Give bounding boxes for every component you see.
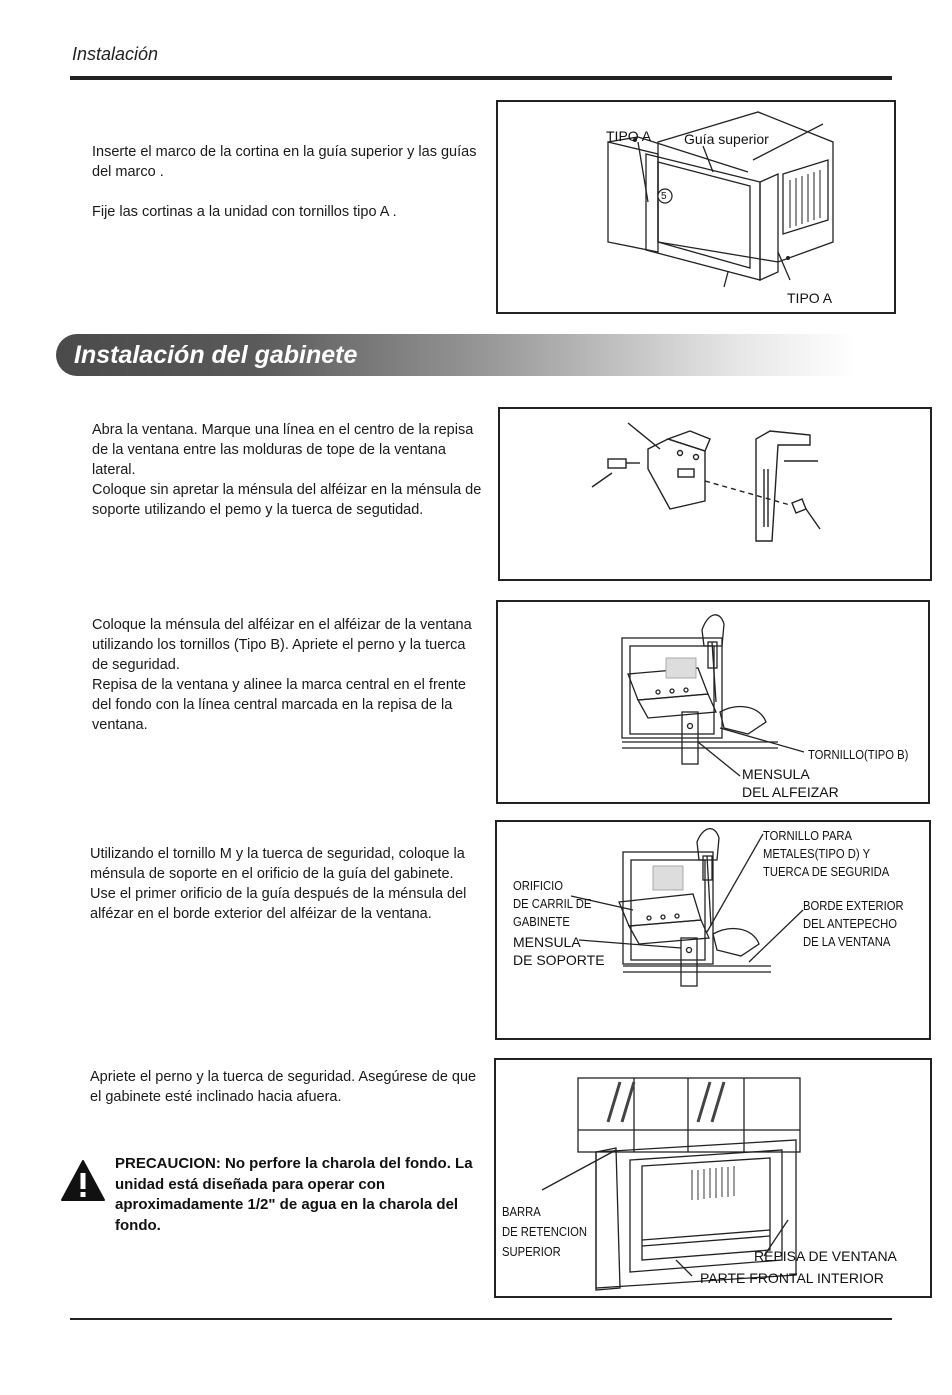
step1-paragraph-1: Inserte el marco de la cortina en la guía superior y las guías del marco .	[92, 144, 477, 180]
label-orificio-3: GABINETE	[513, 915, 570, 929]
step2-paragraph-2: Coloque sin apretar la ménsula del alféizar en la ménsula de soporte utilizando el pemo y la tuerca de segutidad.	[92, 482, 482, 518]
label-borde-1: BORDE EXTERIOR	[803, 899, 904, 913]
label-mensula-soporte-2: DE SOPORTE	[513, 952, 605, 968]
label-mensula-2: DEL ALFEIZAR	[742, 784, 839, 800]
step3-figure	[496, 600, 930, 804]
label-guia-superior: Guía superior	[684, 131, 769, 147]
header-rule	[70, 76, 892, 80]
step1-text	[92, 142, 484, 222]
step3-paragraph-2: Repisa de la ventana y alinee la marca central en el frente del fondo con la línea central marcada en la repisa de la ventana.	[92, 677, 466, 733]
label-tornillo-2: METALES(TIPO D) Y	[763, 847, 871, 861]
step1-figure	[496, 100, 896, 314]
step2-text	[92, 420, 484, 520]
label-parte-frontal: PARTE FRONTAL INTERIOR	[700, 1270, 884, 1286]
step4-paragraph-1: Utilizando el tornillo M y la tuerca de seguridad, coloque la ménsula de soporte en el orificio de la guía del gabinete. Use el primer orificio de la guía después de la ménsula del alfézar en el borde exterior del alféizar de la ventana.	[90, 846, 467, 922]
label-repisa-ventana: REPISA DE VENTANA	[754, 1248, 897, 1264]
label-barra-2: DE RETENCION	[502, 1225, 588, 1239]
warning-icon	[60, 1158, 106, 1204]
label-tornillo-3: TUERCA DE SEGURIDA	[763, 865, 890, 879]
label-barra-3: SUPERIOR	[502, 1245, 561, 1259]
label-callout-5: 5	[661, 191, 667, 202]
section-title: Instalación del gabinete	[74, 341, 358, 369]
page-section-header: Instalación	[72, 44, 159, 64]
step5-text	[90, 1067, 482, 1107]
label-orificio-1: ORIFICIO	[513, 879, 564, 893]
label-barra-1: BARRA	[502, 1205, 541, 1219]
caution-text: PRECAUCION: No perfore la charola del fondo. La unidad está diseñada para operar con aproximadamente 1/2" de agua en la charola del fondo.	[115, 1155, 473, 1234]
step1-paragraph-2: Fije las cortinas a la unidad con tornillos tipo A .	[92, 204, 397, 220]
label-tornillo-tipo-b: TORNILLO(TIPO B)	[808, 748, 909, 762]
step2-paragraph-1: Abra la ventana. Marque una línea en el centro de la repisa de la ventana entre las molduras de tope de la ventana lateral.	[92, 422, 474, 478]
label-mensula-soporte-1: MENSULA	[513, 934, 581, 950]
sill-bracket-illustration	[500, 409, 930, 579]
footer-rule	[70, 1318, 892, 1320]
sill-bracket-install-illustration	[498, 602, 928, 802]
step3-text	[92, 615, 484, 735]
label-borde-3: DE LA VENTANA	[803, 935, 891, 949]
step5-paragraph-1: Apriete el perno y la tuerca de seguridad. Asegúrese de que el gabinete esté inclinado hacia afuera.	[90, 1069, 477, 1105]
step2-figure	[498, 407, 932, 581]
label-tipo-a-top: TIPO A	[606, 128, 652, 144]
step5-figure	[494, 1058, 932, 1298]
label-tipo-a-bottom: TIPO A	[787, 290, 833, 306]
label-tornillo-1: TORNILLO PARA	[763, 829, 852, 843]
label-borde-2: DEL ANTEPECHO	[803, 917, 897, 931]
step4-text	[90, 844, 482, 924]
step3-paragraph-1: Coloque la ménsula del alféizar en el alféizar de la ventana utilizando los tornillos (Tipo B). Apriete el perno y la tuerca de seguridad.	[92, 617, 472, 673]
label-mensula-1: MENSULA	[742, 766, 810, 782]
label-orificio-2: DE CARRIL DE	[513, 897, 592, 911]
step4-figure	[495, 820, 931, 1040]
